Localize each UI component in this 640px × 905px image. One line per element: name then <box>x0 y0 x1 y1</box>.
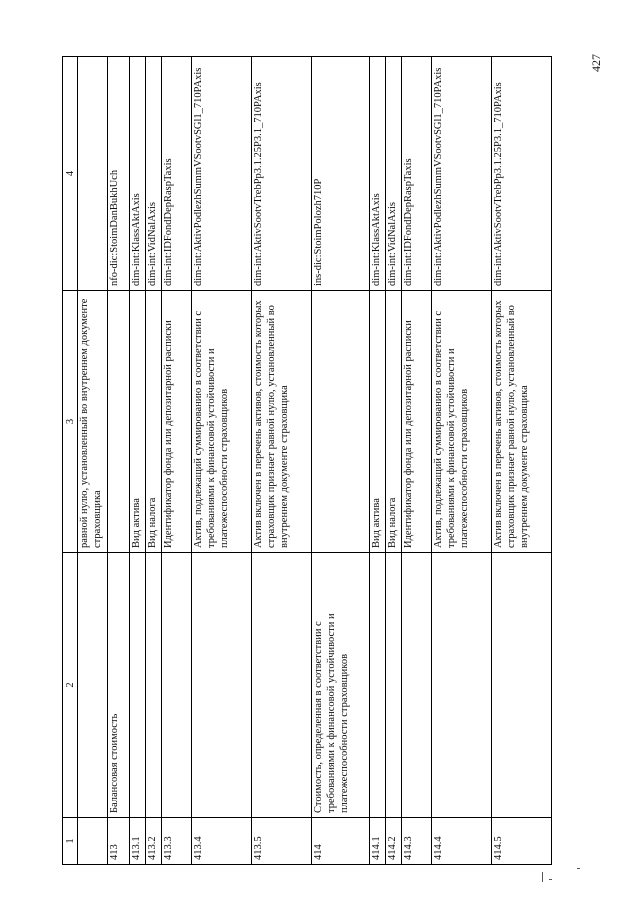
indicator-name <box>130 553 146 818</box>
row-number: 413.5 <box>252 818 312 865</box>
indicator-name <box>492 553 552 818</box>
row-number: 414.5 <box>492 818 552 865</box>
table-row <box>370 57 386 865</box>
dimension-name: Вид актива <box>370 291 386 553</box>
dimension-name: Вид налога <box>386 291 402 553</box>
table-row <box>312 57 370 865</box>
dimension-name: Актив, подлежащий суммированию в соответствии с требованиями к финансовой устойчивости и платежеспособности страховщиков <box>192 291 252 553</box>
element-code: nfo-dic:StoimDanBukhUch <box>108 57 130 291</box>
dimension-name: Актив включен в перечень активов, стоимость которых страховщик признает равной нулю, установленный во внутреннем документе страховщика <box>492 291 552 553</box>
indicator-name <box>402 553 432 818</box>
indicator-name <box>192 553 252 818</box>
element-code: dim-int:KlassAktAxis <box>130 57 146 291</box>
row-number: 413.2 <box>146 818 162 865</box>
table-row <box>386 57 402 865</box>
element-code: dim-int:IDFondDepRaspTaxis <box>162 57 192 291</box>
row-number: 413.1 <box>130 818 146 865</box>
dimension-name: Идентификатор фонда или депозитарной расписки <box>402 291 432 553</box>
indicator-name: Балансовая стоимость <box>108 553 130 818</box>
indicator-name: Стоимость, определенная в соответствии с требованиями к финансовой устойчивости и платежеспособности страховщиков <box>312 553 370 818</box>
table-row <box>146 57 162 865</box>
table-row <box>252 57 312 865</box>
row-number: 413.3 <box>162 818 192 865</box>
data-table <box>62 56 552 865</box>
table-row <box>130 57 146 865</box>
element-code: dim-int:VidNalAxis <box>386 57 402 291</box>
element-code: dim-int:AktivPodlezhSummVSootvSGl1_710PAxis <box>192 57 252 291</box>
dimension-name: равной нулю, установленный во внутреннем документе страховщика <box>78 291 108 553</box>
header-col-4: 4 <box>63 57 78 291</box>
element-code: ins-dic:StoimPolozh710P <box>312 57 370 291</box>
row-number: 414 <box>312 818 370 865</box>
element-code: dim-int:VidNalAxis <box>146 57 162 291</box>
dimension-name: Вид актива <box>130 291 146 553</box>
header-col-2: 2 <box>63 553 78 818</box>
scan-speck <box>549 879 552 880</box>
dimension-name: Вид налога <box>146 291 162 553</box>
indicator-name <box>146 553 162 818</box>
table-row <box>108 57 130 865</box>
margin-mark <box>542 872 543 882</box>
header-row <box>63 57 78 865</box>
dimension-name: Идентификатор фонда или депозитарной расписки <box>162 291 192 553</box>
row-number: 414.1 <box>370 818 386 865</box>
element-code: dim-int:IDFondDepRaspTaxis <box>402 57 432 291</box>
dimension-name: Актив, подлежащий суммированию в соответствии с требованиями к финансовой устойчивости и платежеспособности страховщиков <box>432 291 492 553</box>
row-number: 414.3 <box>402 818 432 865</box>
row-number: 414.4 <box>432 818 492 865</box>
element-code: dim-int:KlassAktAxis <box>370 57 386 291</box>
element-code <box>78 57 108 291</box>
dimension-name: Актив включен в перечень активов, стоимость которых страховщик признает равной нулю, установленный во внутреннем документе страховщика <box>252 291 312 553</box>
table-row <box>492 57 552 865</box>
indicator-name <box>162 553 192 818</box>
rotated-table-container <box>62 57 530 865</box>
element-code: dim-int:AktivPodlezhSummVSootvSGl1_710PAxis <box>432 57 492 291</box>
page-number: 427 <box>589 54 603 72</box>
header-col-1: 1 <box>63 818 78 865</box>
table-row <box>192 57 252 865</box>
indicator-name <box>252 553 312 818</box>
table-row <box>402 57 432 865</box>
scan-speck <box>577 868 580 869</box>
dimension-name <box>312 291 370 553</box>
header-col-3: 3 <box>63 291 78 553</box>
indicator-name <box>386 553 402 818</box>
indicator-name <box>78 553 108 818</box>
indicator-name <box>370 553 386 818</box>
table-row <box>432 57 492 865</box>
row-number: 413 <box>108 818 130 865</box>
indicator-name <box>432 553 492 818</box>
element-code: dim-int:AktivSootvTrebPp3.1.25P3.1_710PAxis <box>492 57 552 291</box>
row-number: 413.4 <box>192 818 252 865</box>
row-number: 414.2 <box>386 818 402 865</box>
row-number <box>78 818 108 865</box>
element-code: dim-int:AktivSootvTrebPp3.1.25P3.1_710PAxis <box>252 57 312 291</box>
table-row <box>78 57 108 865</box>
table-row <box>162 57 192 865</box>
dimension-name <box>108 291 130 553</box>
